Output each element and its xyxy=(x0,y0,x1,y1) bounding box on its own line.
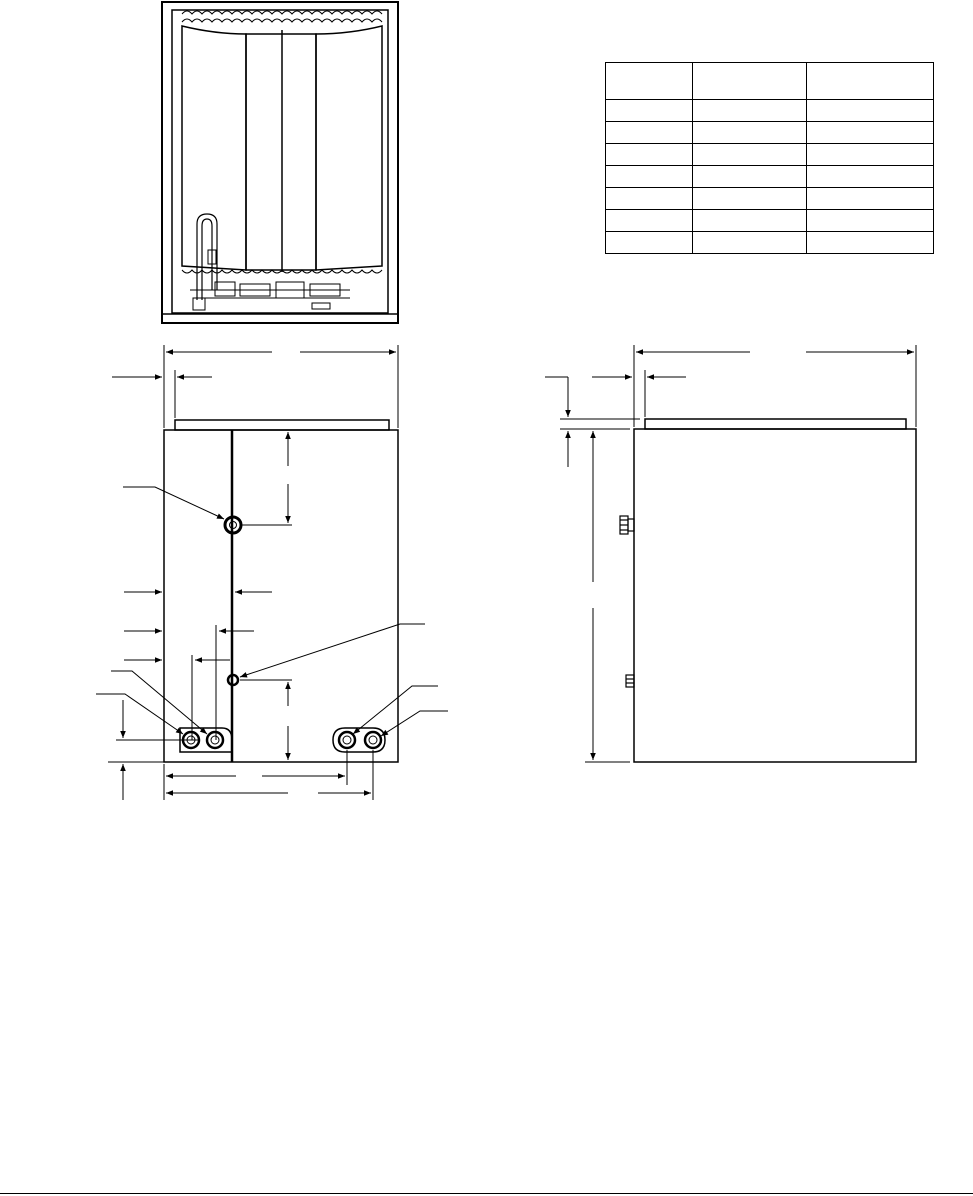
table-cell xyxy=(606,100,693,122)
side-cabinet-outline xyxy=(634,429,916,762)
table-row xyxy=(606,188,934,210)
table-header-cell xyxy=(807,63,934,100)
coil-slab-right xyxy=(316,26,382,270)
footer-rule xyxy=(0,1193,973,1194)
table-cell xyxy=(807,166,934,188)
front-view-dimensions xyxy=(96,345,448,800)
table-cell xyxy=(693,188,807,210)
table-cell xyxy=(606,122,693,144)
table-row xyxy=(606,232,934,254)
top-view xyxy=(162,2,398,323)
table-row xyxy=(606,122,934,144)
right-connection-2 xyxy=(365,732,381,748)
side-upper-fitting xyxy=(620,516,634,534)
table-cell xyxy=(606,144,693,166)
table-header-cell xyxy=(693,63,807,100)
table-cell xyxy=(807,144,934,166)
front-view xyxy=(164,420,398,762)
table-row xyxy=(606,210,934,232)
side-top-flange xyxy=(645,419,906,429)
table-cell xyxy=(606,188,693,210)
table-cell xyxy=(693,144,807,166)
table-cell xyxy=(807,210,934,232)
table-cell xyxy=(606,232,693,254)
table-cell xyxy=(693,166,807,188)
table-cell xyxy=(693,122,807,144)
table-row xyxy=(606,166,934,188)
top-coil-bends xyxy=(182,11,382,22)
table-header-row xyxy=(606,63,934,100)
side-view-dimensions xyxy=(545,345,916,762)
table-row xyxy=(606,100,934,122)
coil-slab-center xyxy=(246,34,316,270)
table-cell xyxy=(807,232,934,254)
table-cell xyxy=(807,100,934,122)
table-cell xyxy=(693,100,807,122)
front-cabinet-outline xyxy=(164,430,398,762)
table-cell xyxy=(693,232,807,254)
table-cell xyxy=(807,122,934,144)
distributor-pipe xyxy=(197,214,217,300)
side-view xyxy=(620,419,916,762)
front-top-flange xyxy=(175,420,389,430)
coil-slab-left xyxy=(182,26,246,270)
right-connection-1 xyxy=(339,732,355,748)
dimension-table xyxy=(605,62,934,254)
table-cell xyxy=(693,210,807,232)
table-header-cell xyxy=(606,63,693,100)
side-lower-fitting xyxy=(626,675,634,687)
table-cell xyxy=(807,188,934,210)
left-connection-2 xyxy=(207,732,223,748)
table-row xyxy=(606,144,934,166)
table-cell xyxy=(606,210,693,232)
table-cell xyxy=(606,166,693,188)
